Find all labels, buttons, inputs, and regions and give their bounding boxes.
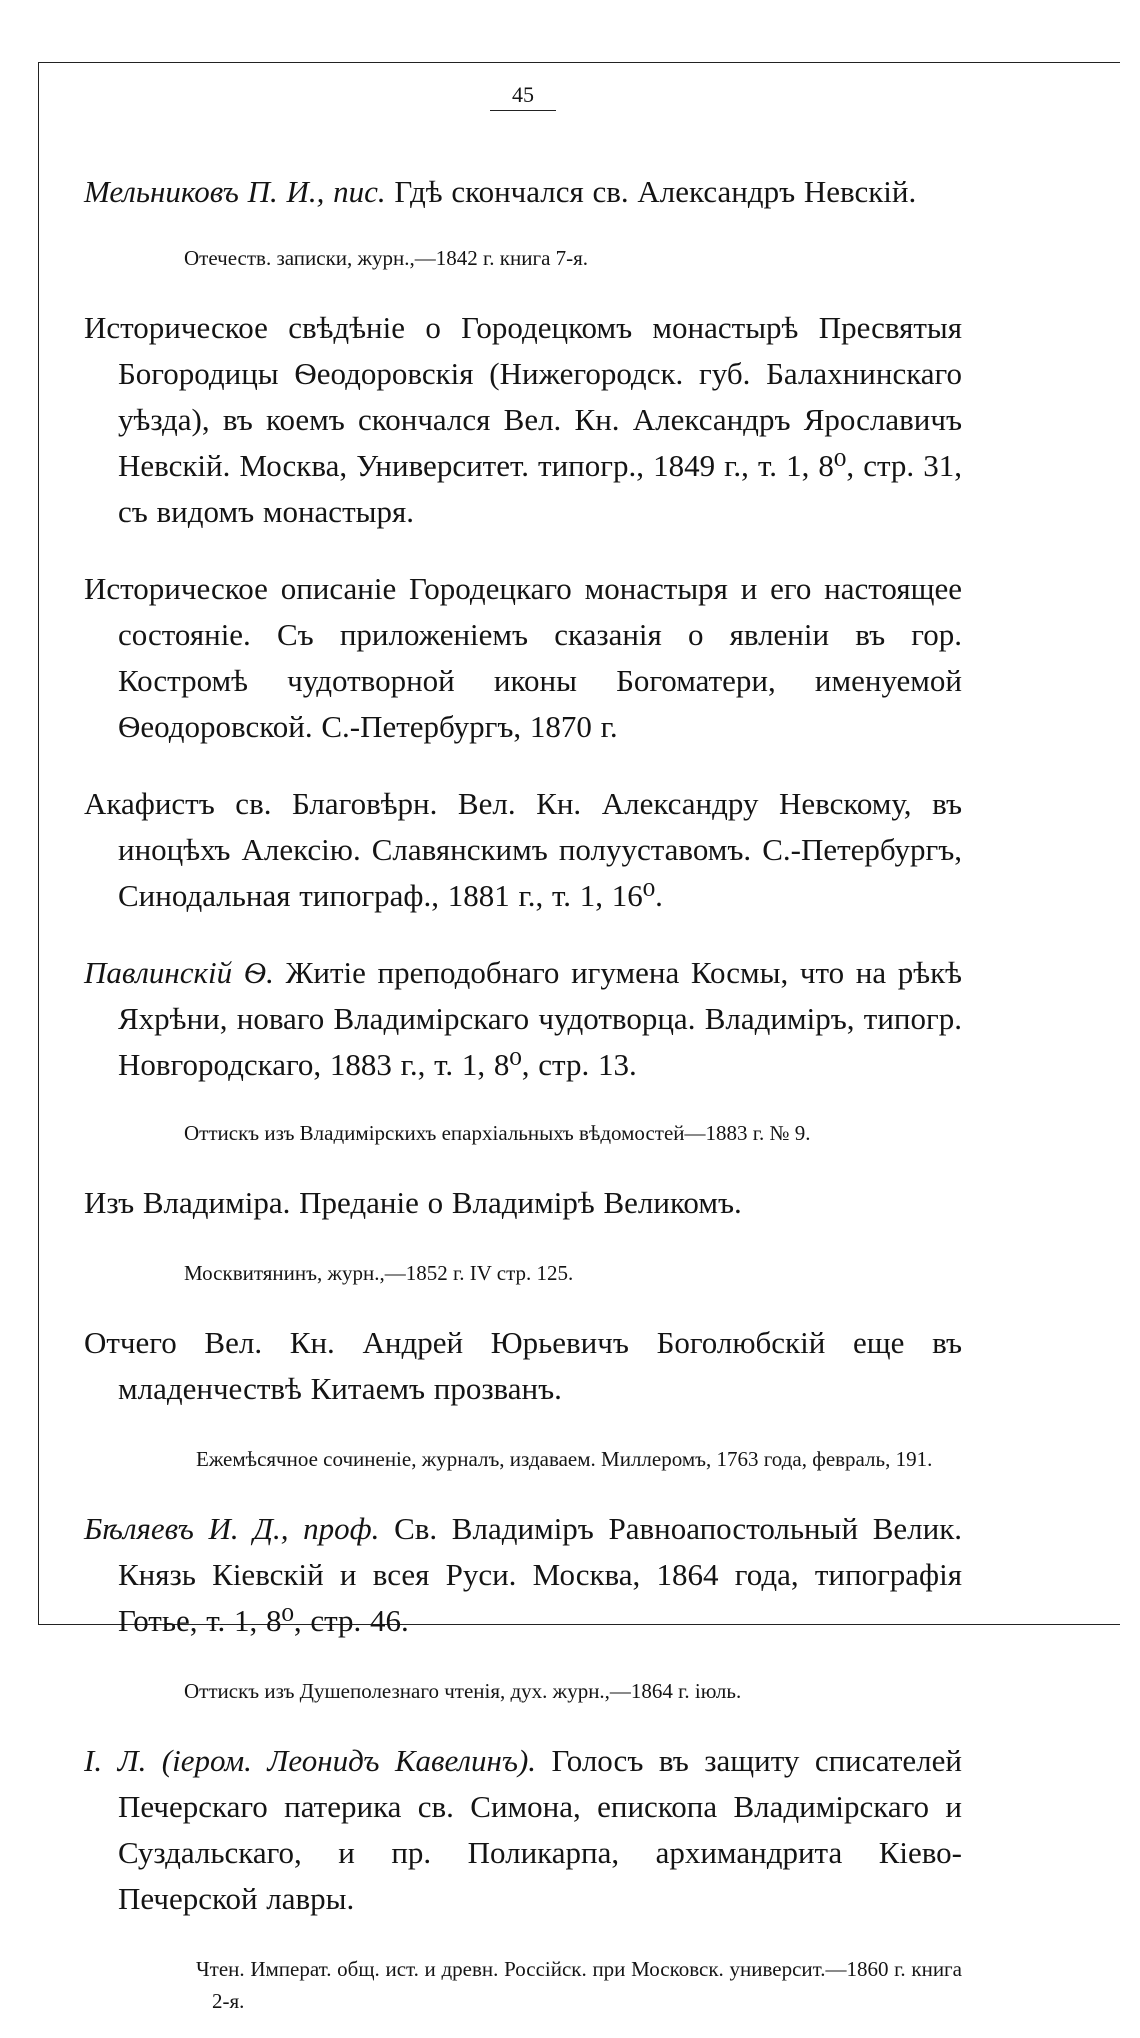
bibliography-entry [84, 1738, 962, 2017]
page-number: 45 [490, 80, 556, 111]
bibliography-entry [84, 305, 962, 535]
entry-source: Отечеств. записки, журн.,—1842 г. книга 7-я. [184, 246, 589, 270]
bibliography-entry [84, 169, 962, 274]
entry-source: Ежемѣсячное сочиненіе, журналъ, издаваем. Миллеромъ, 1763 года, февраль, 191. [196, 1447, 933, 1471]
entry-source: Москвитянинъ, журн.,—1852 г. IV стр. 125. [184, 1261, 574, 1285]
entry-source: Оттискъ изъ Душеполезнаго чтенія, дух. журн.,—1864 г. іюль. [184, 1679, 742, 1703]
entry-title: Акафистъ св. Благовѣрн. Вел. Кн. Александру Невскому, въ иноцѣхъ Алексію. Славянскимъ полууставомъ. С.-Петербургъ, Синодальная типограф., 1881 г., т. 1, 16⁰. [84, 786, 962, 913]
entry-title: Историческое описаніе Городецкаго монастыря и его настоящее состояніе. Съ приложеніемъ сказанія о явленіи въ гор. Костромѣ чудотворной иконы Богоматери, именуемой Ѳеодоровской. С.-Петербургъ, 1870 г. [84, 571, 962, 744]
bibliography-entry [84, 566, 962, 750]
entry-author: І. Л. (іером. Леонидъ Кавелинъ). [84, 1743, 537, 1778]
bibliography-entry [84, 1506, 962, 1707]
bibliography-entry [84, 781, 962, 919]
bibliography-list [84, 138, 962, 2038]
entry-title: Историческое свѣдѣніе о Городецкомъ монастырѣ Пресвятыя Богородицы Ѳеодоровскія (Нижегородск. губ. Балахнинскаго уѣзда), въ коемъ скончался Вел. Кн. Александръ Ярославичъ Невскій. Москва, Университет. типогр., 1849 г., т. 1, 8⁰, стр. 31, съ видомъ монастыря. [84, 310, 962, 529]
entry-main [84, 566, 962, 750]
entry-title: Голосъ въ защиту списателей Печерскаго патерика св. Симона, епископа Владимірскаго и Суздальскаго, и пр. Поликарпа, архимандрита Кіево-Печерской лавры. [118, 1743, 962, 1916]
entry-title: Отчего Вел. Кн. Андрей Юрьевичъ Боголюбскій еще въ младенчествѣ Китаемъ прозванъ. [84, 1325, 962, 1406]
entry-title: Св. Владиміръ Равноапостольный Велик. Князь Кіевскій и всея Руси. Москва, 1864 года, типографія Готье, т. 1, 8⁰, стр. 46. [118, 1511, 963, 1638]
entry-main [84, 1320, 962, 1412]
entry-author: Мельниковъ П. И., пис. [84, 174, 386, 209]
bibliography-entry [84, 1320, 962, 1475]
bibliography-entry [84, 950, 962, 1149]
entry-main [84, 169, 962, 215]
entry-title: Изъ Владиміра. Преданіе о Владимірѣ Великомъ. [84, 1185, 742, 1220]
entry-author: Павлинскій Ѳ. [84, 955, 274, 990]
entry-author: Бѣляевъ И. Д., проф. [84, 1511, 380, 1546]
entry-title: Гдѣ скончался св. Александръ Невскій. [394, 174, 917, 209]
entry-source: Оттискъ изъ Владимірскихъ епархіальныхъ вѣдомостей—1883 г. № 9. [184, 1121, 811, 1145]
entry-main [84, 1506, 962, 1644]
entry-main [84, 305, 962, 535]
entry-main [84, 1180, 962, 1226]
entry-source: Чтен. Императ. общ. ист. и древн. Россійск. при Московск. университ.—1860 г. книга 2-я. [196, 1957, 962, 2013]
entry-title: Житіе преподобнаго игумена Космы, что на рѣкѣ Яхрѣни, новаго Владимірскаго чудотворца. Владиміръ, типогр. Новгородскаго, 1883 г., т. 1, 8⁰, стр. 13. [118, 955, 963, 1082]
entry-main [84, 781, 962, 919]
entry-main [84, 950, 962, 1088]
entry-main [84, 1738, 962, 1922]
bibliography-entry [84, 1180, 962, 1289]
